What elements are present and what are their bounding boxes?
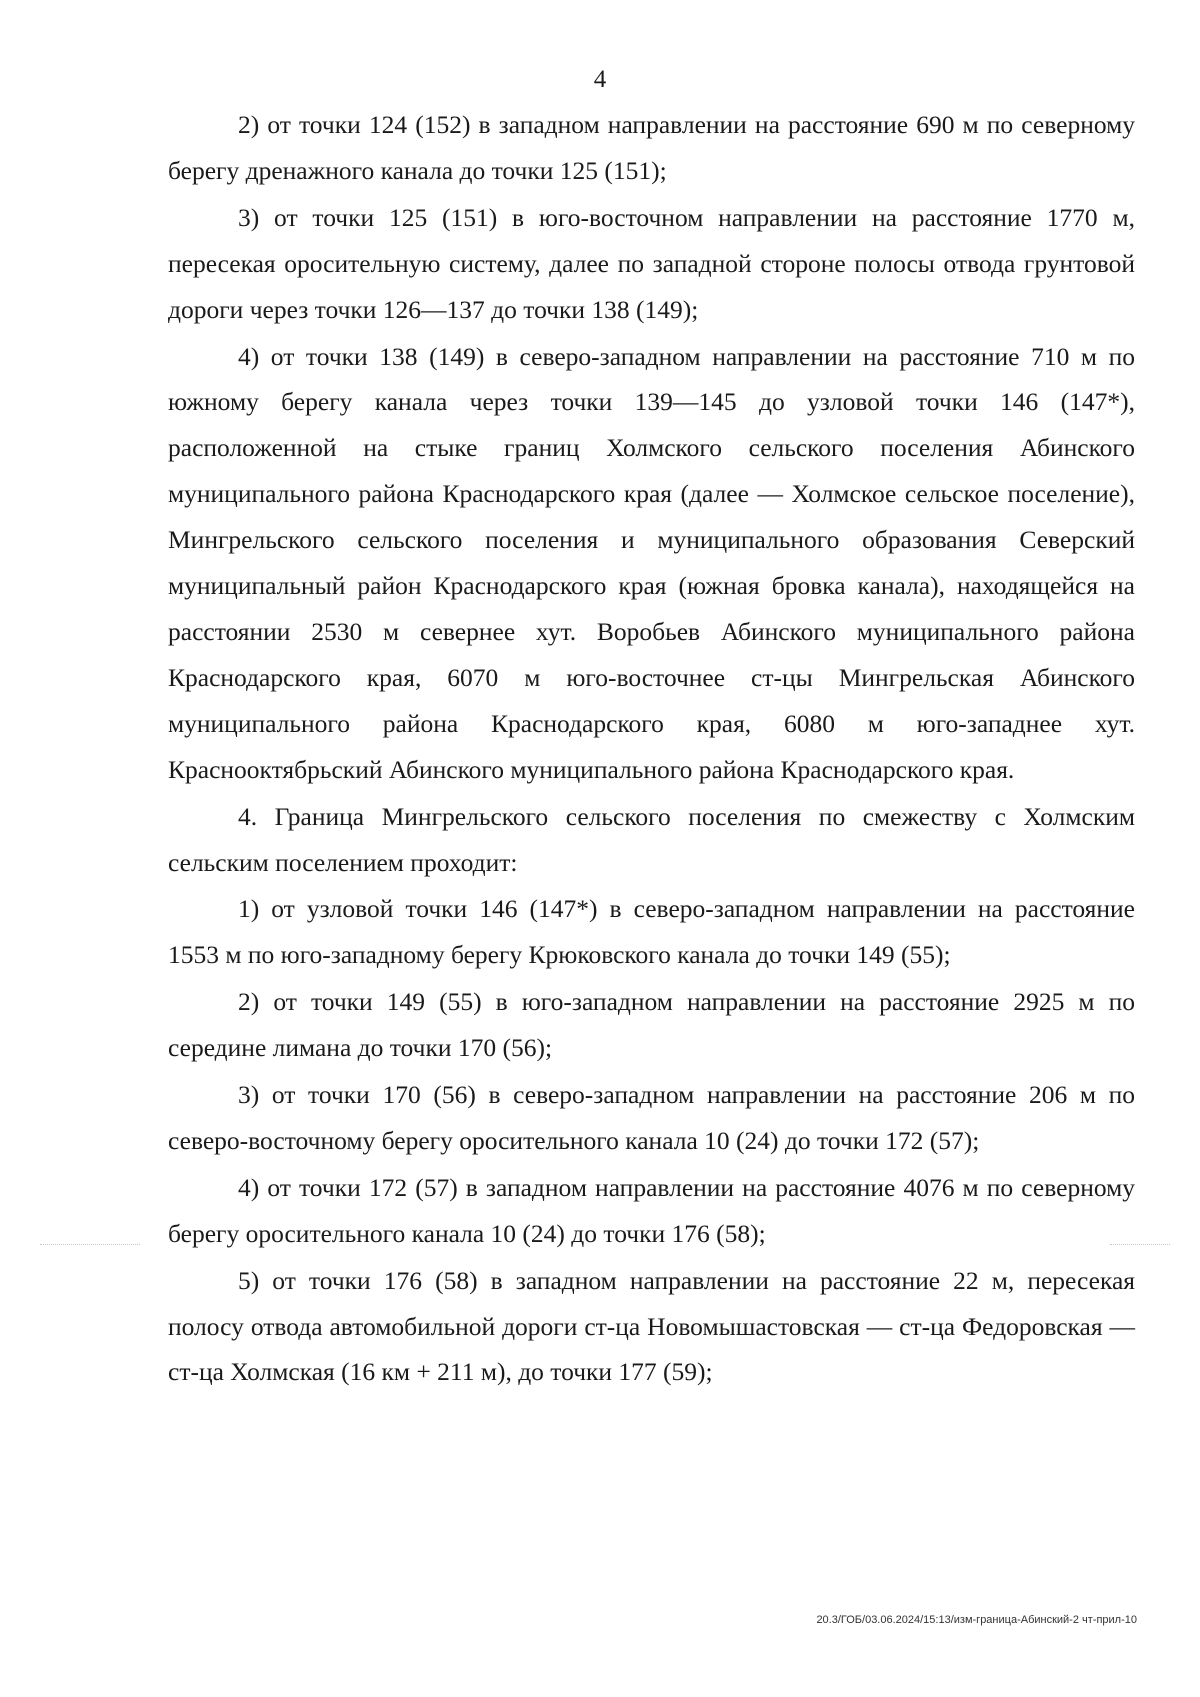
paragraph-item-3-northwest-206m: 3) от точки 170 (56) в северо-западном направлении на расстояние 206 м по северо-восточному берегу оросительного канала 10 (24) до точки 172 (57);	[168, 1080, 1135, 1155]
scan-artifact-left	[40, 1244, 140, 1246]
paragraph-item-4-northwest-710m: 4) от точки 138 (149) в северо-западном направлении на расстояние 710 м по южному берегу канала через точки 139—145 до узловой точки 146 (147*), расположенной на стыке границ Холмского сельского поселения Абинского муниципального района Краснодарского края (далее — Холмское сельское поселение), Мингрельского сельского поселения и муниципального образования Северский муниципальный район Краснодарского края (южная бровка канала), находящейся на расстоянии 2530 м севернее хут. Воробьев Абинского муниципального района Краснодарского края, 6070 м юго-восточнее ст-цы Мингрельская Абинского муниципального района Краснодарского края, 6080 м юго-западнее хут. Краснооктябрьский Абинского муниципального района Краснодарского края.	[168, 341, 1135, 784]
page-number: 4	[593, 66, 607, 93]
section-4-heading-paragraph: 4. Граница Мингрельского сельского поселения по смежеству с Холмским сельским поселением проходит:	[168, 801, 1135, 877]
paragraph-item-2-southwest-2925m: 2) от точки 149 (55) в юго-западном направлении на расстояние 2925 м по середине лимана до точки 170 (56);	[168, 987, 1135, 1063]
paragraph-item-3-southeast-1770m: 3) от точки 125 (151) в юго-восточном направлении на расстояние 1770 м, пересекая оросительную систему, далее по западной стороне полосы отвода грунтовой дороги через точки 126—137 до точки 138 (149);	[168, 202, 1135, 324]
document-body	[168, 102, 1135, 1395]
paragraph-item-1-northwest-1553m: 1) от узловой точки 146 (147*) в северо-западном направлении на расстояние 1553 м по юго-западному берегу Крюковского канала до точки 149 (55);	[168, 894, 1135, 970]
paragraph-item-5-west-22m: 5) от точки 176 (58) в западном направлении на расстояние 22 м, пересекая полосу отвода автомобильной дороги ст-ца Новомышастовская — ст-ца Федоровская — ст-ца Холмская (16 км + 211 м), до точки 177 (59);	[168, 1265, 1135, 1387]
document-footer-code: 20.3/ГОБ/03.06.2024/15:13/изм-граница-Абинский-2 чт-прил-10	[816, 1614, 1137, 1626]
scan-artifact-right	[1110, 1244, 1170, 1246]
paragraph-item-4-west-4076m: 4) от точки 172 (57) в западном направлении на расстояние 4076 м по северному берегу оросительного канала 10 (24) до точки 176 (58);	[168, 1172, 1135, 1248]
paragraph-item-2-west-690m: 2) от точки 124 (152) в западном направлении на расстояние 690 м по северному берегу дренажного канала до точки 125 (151);	[168, 110, 1135, 185]
